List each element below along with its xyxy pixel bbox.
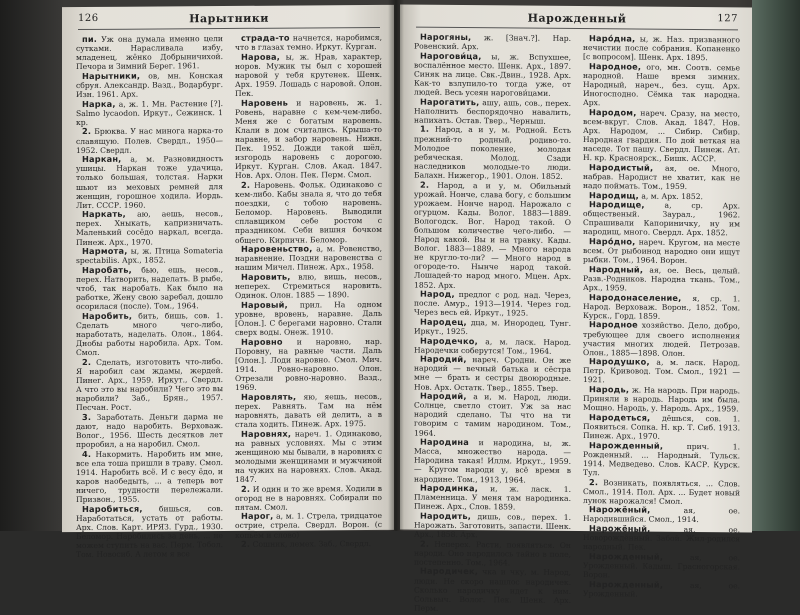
- entry-definition: а, м. 1. Стрела, тридцатое острие, стрела. Свердл. Ворон. (с копьём и слово): [235, 511, 382, 540]
- dictionary-entry: [76, 71, 223, 99]
- entry-definition: нареч. Кругом, на месте всем. От рыбоинод народно они ищут рыбки. Том., 1964. Ворон.: [583, 237, 740, 266]
- entry-headword: Народить,: [420, 510, 472, 521]
- dictionary-entry: [583, 237, 740, 266]
- entry-headword: Наро́дна,: [589, 33, 636, 44]
- entry-headword: Наровно: [241, 336, 283, 347]
- entry-definition: Народ, а и у, м. Родной. Есть прежний-то родный, родиво-то. Молодое поколение, молодая ребяческая. Молод. Сзади наследников молодые-то люди. Балахн. Нижегор., 1901. Олон. 1852.: [414, 125, 571, 181]
- dictionary-entry: [235, 428, 382, 484]
- dictionary-entry: [583, 505, 740, 525]
- dictionary-entry: [76, 449, 223, 505]
- dictionary-entry: [414, 51, 571, 98]
- entry-headword: 1.: [420, 124, 430, 135]
- left-columns: [76, 32, 382, 560]
- left-running-head: [78, 11, 380, 30]
- entry-headword: Народонаселение,: [589, 291, 682, 303]
- entry-definition: чка и чку, м. Народ, люди. Не скоро нашлос народичек. Сколько народичку идет к ним. Сольвыч. Волог. Пек. Шенк. Арх. Перм.: [414, 567, 571, 613]
- entry-headword: Нарог,: [241, 511, 274, 522]
- entry-headword: Наровлять,: [241, 391, 297, 402]
- dictionary-entry: [583, 200, 740, 238]
- entry-definition: Народ, а и у, м. Обильный урожай. Нонче, слава богу, с большим урожаем. Нонче народ. Нарожало с огурцом. Кады. Волог. 1883—1889. Вологодск. Вог. Народ такой. О большом количестве чего-либо. — Народ какой. Вы и на травку. Кады. Волог. 1883—1889. — Много народа не кругло-то-ли? — Много народ в огороде-то. Нынче народ такой. Лошадей-то народ много. Мцен. Арх. 1852. Арх.: [414, 180, 571, 290]
- entry-headword: Нарка,: [82, 98, 116, 109]
- dictionary-entry: [235, 337, 382, 393]
- entry-definition: и, ж. ласк. 1. Пламенница. У меня там народинка. Пинеж. Арх., Слов. 1859.: [414, 484, 571, 512]
- dictionary-entry: [583, 357, 740, 386]
- entry-definition: ая, ое. Новорождённый. Забой. Жил-родился народный. Пек.: [583, 524, 740, 552]
- dictionary-entry: [76, 99, 223, 127]
- dictionary-entry: [235, 33, 382, 52]
- dictionary-entry: [414, 97, 571, 126]
- entry-headword: Наровнях,: [241, 428, 292, 439]
- dictionary-entry: [583, 34, 740, 63]
- dictionary-entry: [414, 567, 571, 614]
- dictionary-entry: [583, 293, 740, 322]
- dictionary-entry: [76, 357, 223, 413]
- entry-definition: хозяйство. Дело, добро, требующее для своего исполнения участия многих людей. Петрозав. Олон., 1885—1898. Олон.: [583, 320, 740, 358]
- entry-headword: Наровый,: [241, 299, 288, 310]
- entry-headword: Наркан,: [82, 153, 122, 165]
- dictionary-entry: [414, 336, 571, 356]
- left-page-number: 126: [78, 12, 99, 25]
- entry-definition: ая, ое. Народившийся. Смол., 1914.: [583, 505, 740, 525]
- right-page: [400, 4, 752, 613]
- book-binding: [752, 0, 800, 531]
- dictionary-entry: [414, 317, 571, 337]
- dictionary-entry: [583, 441, 740, 479]
- entry-headword: Нарогатить,: [420, 96, 480, 107]
- entry-headword: Нарожёный,: [589, 523, 651, 534]
- dictionary-entry: [235, 539, 382, 549]
- dictionary-entry: [583, 265, 740, 294]
- entry-definition: бью, ешь, несов., перех. Натворить, наделать. В рыбе, чтоб, так наробать. Как было на работке, Жену свою заребал, дошло осорилася (после). Том., 1964.: [76, 264, 223, 312]
- entry-definition: прил. На одном уровне, вровень, наравне. Даль [Олон.]. С берегами наровно. Стали сверх воды. Онеж. 1910.: [235, 299, 382, 337]
- entry-definition: а, м. Разновидность ушицы. Наркан тоже удачица, только большая, толстая. Нарки шьют из меховых ремней для женщин, горошное ходила. Иордь. Лит. СССР. 1960.: [76, 154, 223, 210]
- entry-headword: 2.: [420, 538, 430, 549]
- dictionary-entry: [414, 33, 571, 53]
- dictionary-entry: [76, 126, 223, 154]
- dictionary-entry: [235, 484, 382, 512]
- entry-headword: Народина: [420, 436, 469, 448]
- entry-headword: Народушко,: [589, 356, 650, 367]
- entry-definition: Накормить. Наробить им мне, все ела тоша пришли в траву. Смол. 1914. Наробить всё. И с весу ёдо, и каров наобедыть, ... а теперь вот ничего, трудности перележали. Призвон., 1955.: [76, 448, 223, 505]
- entry-headword: страда-то: [241, 32, 290, 43]
- entry-headword: Народинка,: [420, 482, 479, 494]
- entry-headword: Народ,: [420, 288, 455, 300]
- entry-definition: нареч. Сродни. Он же народий — вечный батька и сёстра мне — брать и сестры двоюродные. Нов. Арх. Остатк. Твер., 1855. Твер.: [414, 355, 571, 393]
- entry-definition: ов, мн. Конская сбруя. Александр. Вазд., Водарбург. Изн. 1961. Арх.: [76, 70, 223, 100]
- entry-headword: Нарожёный,: [589, 504, 651, 515]
- left-running-head-word: Нарытники: [189, 11, 269, 26]
- entry-definition: а, м. ласк. Народ. Петр. Кривовод. Том. Смол., 1921 — 1921.: [583, 357, 740, 385]
- dictionary-entry: [414, 484, 571, 513]
- book-gutter: [388, 0, 404, 531]
- entry-definition: влю, вишь, несов., неперех. Стремиться наровить. Одинок. Олон. 1885 — 1890.: [235, 271, 382, 301]
- dictionary-entry: [583, 478, 740, 507]
- entry-headword: Нарожденный,: [589, 578, 664, 590]
- dictionary-entry: [414, 355, 571, 393]
- dictionary-entry: [583, 552, 740, 581]
- left-page: [62, 5, 394, 560]
- dictionary-entry: [583, 62, 740, 109]
- entry-definition: Возникать, появляться. ... Слов. Смол., 1914. Пол. Арх. ... Будет новый лунок нарожался! Смол.: [583, 477, 740, 506]
- entry-definition: прич. 1. Рожденный. ... Народный. Тульск. 1914. Медведево. Слов. КАСР. Курск. Тул.: [583, 441, 740, 478]
- entry-definition: а и, м. Народ, люди. Солнце, светло стоит. Уж за нас народий сделано. Ты что на ти говорим с тамим народином. Том., 1964.: [414, 392, 571, 438]
- entry-definition: предлог с род. над. Через, после. Амур., 1913—1914. Через год. Через весь ей. Иркут., 1925.: [414, 290, 571, 318]
- entry-headword: Нарова,: [241, 51, 281, 62]
- dictionary-entry: [235, 98, 382, 181]
- entry-definition: и наровень, ж. 1. Ровень, наравне с кем-чем-либо. Меня же с богатым наровень. Клали в дом считались. Крыша-то наравне, и забор наровень. Нижн. Пек. 1952. Дожди такой шёл, изгородь наровень с дорогою. Иркут. Курган. Слов. Акад. 1847. Нов. Арх. Олон. Пек. Перм. Смол.: [235, 97, 382, 181]
- entry-definition: яю, яешь, несов., перех. Равнять. Там на нём наровнять, давать ей делить, а в стала ходить. Пинеж. Арх. 1975.: [235, 391, 382, 429]
- entry-definition: и наровно, нар. Поровну, на равные части. Даль [Олон.]. Лоди наровно. Смол. Мич. 1914. Ровно-наровно. Олон. Отрезали ровно-наровно. Вазд., 1969.: [235, 336, 382, 393]
- dictionary-entry: [76, 265, 223, 311]
- right-page-number: 127: [717, 13, 738, 25]
- entry-headword: 4.: [82, 448, 92, 459]
- entry-definition: а, ж. 1. Мн. Растение [?]. Salmo lycaodon. Иркут., Сежинск. 1 кр.: [76, 98, 223, 127]
- entry-headword: Народище,: [589, 199, 645, 210]
- entry-definition: И один и то же время. Ходили в огород не в наровнях. Собирали по пятам. Смол.: [235, 483, 382, 512]
- entry-headword: 2.: [82, 126, 92, 137]
- entry-definition: ж. [Знач.?]. Нар. Ровенский. Арх.: [414, 33, 571, 52]
- entry-headword: Народистый,: [589, 161, 654, 173]
- entry-headword: 2.: [589, 476, 599, 487]
- right-column-1: [414, 31, 571, 613]
- entry-headword: Народь,: [589, 384, 630, 395]
- dictionary-entry: [76, 246, 223, 265]
- entry-definition: а, м. ласк. Народ. Народечки соберутся! Том., 1964.: [414, 336, 571, 356]
- entry-headword: пи.: [82, 33, 98, 45]
- entry-headword: 2.: [241, 483, 251, 494]
- entry-definition: я, ср. 1. Народ. Верховаж. Ворон., 1852. Том. Курск., Горд. 1859.: [583, 293, 740, 321]
- entry-headword: Наробиться,: [82, 503, 143, 514]
- entry-headword: Народий,: [420, 390, 467, 402]
- entry-definition: Сделать, изготовить что-либо. Я наробил сам ждамы, жердей. Пинег. Арх., 1959. Иркут., Свердл. А что это вы наробили? Чего это вы наробили? Заб., Брян., 1957. Песчан. Рост.: [76, 356, 223, 413]
- entry-headword: 3.: [82, 411, 92, 422]
- entry-definition: Неперех. Расти, появляться. Он народи. Оно народилось тайно в поле, постепенно. Том., 1964.: [414, 539, 571, 568]
- dictionary-entry: [583, 108, 740, 164]
- entry-definition: Сошник, лемех. Заб., Свердл.: [250, 539, 372, 550]
- dictionary-entry: [235, 244, 382, 272]
- entry-headword: 2.: [420, 179, 430, 190]
- dictionary-entry: [235, 272, 382, 300]
- dictionary-entry: [583, 524, 740, 553]
- entry-definition: ого, мн. Соотв. семье народной. Наше время зимних. Народный, нареч., без. сущ. Арх. Иногосподно. Сёмка так народна. Арх.: [583, 62, 740, 108]
- entry-headword: 2.: [241, 539, 251, 550]
- dictionary-entry: [414, 290, 571, 319]
- entry-definition: ая, ое. Урожденный. Кадыш. Грасногорская. Ворон.: [583, 552, 740, 580]
- entry-headword: Нарожденный,: [589, 439, 664, 451]
- entry-definition: ы, ж. Наз. призванного нечистии после собрания. Копаненко [с вопросом]. Шенк. Арх. 1895.: [583, 34, 740, 63]
- entry-headword: Народное,: [589, 60, 642, 72]
- right-running-head: [416, 11, 738, 31]
- dictionary-entry: [583, 580, 740, 600]
- dictionary-entry: [235, 392, 382, 429]
- dictionary-entry: [235, 300, 382, 337]
- dictionary-entry: [583, 385, 740, 414]
- entry-headword: Нарогови́ца,: [420, 50, 482, 61]
- dictionary-entry: [76, 209, 223, 246]
- entry-definition: Заработать. Деньги дарма не дают, надо наробить. Верховаж. Волог., 1956. Шесть десятков лет проробил, а на наробил. Смол.: [76, 411, 223, 450]
- entry-definition: а, м. Арх. 1852.: [638, 191, 703, 201]
- entry-definition: Наровень. Фольк. Одинаково с кем-либо. Кабы знала я, что до тебя поездки, с тобою наровень. Беломор. Наровень. Выводили сплавщиком себе ростом с праздником. Себи вишня бочком общего. Кирпичн. Беломор.: [235, 179, 382, 245]
- right-columns: [414, 31, 740, 613]
- dictionary-entry: [414, 511, 571, 540]
- dictionary-entry: [76, 311, 223, 357]
- entry-headword: Народичек,: [420, 566, 479, 577]
- entry-definition: Уж она думала именно цели сутками. Нарасливала избу, младенец, жёнко Добрыничихой. Печора и Зимний Берег. 1961.: [76, 34, 223, 72]
- dictionary-entry: [76, 504, 223, 560]
- entry-headword: Нарытники,: [82, 70, 141, 81]
- dictionary-entry: [414, 125, 571, 181]
- entry-definition: а, м. Ровенство, наравнение. Поздни наровенства с нашим Мичел. Пинеж. Арх., 1958.: [235, 244, 382, 273]
- entry-headword: Народищ,: [589, 189, 639, 201]
- entry-headword: Наровень: [241, 97, 289, 108]
- entry-definition: ая, ое. Урожденный.: [583, 580, 740, 599]
- entry-definition: дёшься, сов. 1. Появиться. Сопка. Н. кр. Т. Сиб. 1913. Пинеж. Арх., 1970.: [583, 413, 740, 441]
- dictionary-entry: [414, 539, 571, 568]
- left-column-1: [76, 33, 223, 560]
- entry-definition: ы, ж. Вспухшее, воспалённое место. Шенк. Арх., 1897. Синяк на лице. Свк.-Двин., 1928. Арх. Как-то взлупило-то тогда уже, от людей. Весь усеян нарогови́цами.: [414, 51, 571, 98]
- entry-headword: Народечко,: [420, 335, 478, 346]
- entry-headword: Народеться,: [589, 411, 651, 423]
- entry-definition: ая, ое. Много, набрав. Народист не хватит, как не надо поймать. Том., 1959.: [583, 163, 740, 191]
- dictionary-entry: [76, 34, 223, 71]
- entry-headword: Народное: [589, 319, 638, 330]
- dictionary-entry: [76, 412, 223, 449]
- entry-headword: Народий,: [420, 353, 467, 365]
- entry-definition: ашу, ашь, сов., перех. Наполнить беспорядочно навалить, напихать. Остав. Твер., Черныш.: [414, 97, 571, 126]
- entry-headword: Нармота,: [82, 245, 128, 257]
- entry-definition: начнется, наробимся, что в глазах темно. Иркут. Курган.: [235, 32, 382, 53]
- entry-definition: Брюква. У нас минога нарка-то славящую. Полев. Свердл., 1950—1952. Свердл.: [76, 126, 223, 155]
- entry-definition: бишься, сов. Наработаться, устать от работы. Арх. Слов. Карт. ИРЯЗ. Гурд., 1930. Беломор. Наробились за день, ... не можем ступить на вас. Перм. Тобол. Том. Новосиб. А летом я все: [76, 503, 223, 560]
- entry-headword: Народом,: [589, 106, 637, 118]
- dictionary-entry: [235, 180, 382, 245]
- entry-definition: нареч. Сразу, на место, всем-вкруг. Слов. Акад. 1847. Нов. Арх. Народом, ... Сибир. Сибир. Народная гвардия. По дой веткая на наседе. Тот пашу. Свердл. Пинеж. Ат. Н. кр. Красноярск., Бишк. АССР.: [583, 108, 740, 164]
- entry-headword: Наробить,: [82, 310, 133, 321]
- entry-definition: аю, аешь, несов., перех. Хныкать, капризничать. Маленький сосёдо наркал, всегда. Пинеж. Арх., 1970.: [76, 209, 223, 247]
- right-column-2: [583, 33, 740, 599]
- entry-headword: Наровить,: [241, 271, 291, 282]
- entry-definition: ы, ж. Птица Somateria spectabilis. Арх., 1852.: [76, 246, 223, 266]
- entry-definition: бить, бишь, сов. 1. Сделать много чего-либо, наработать, наделать. Олон., 1864. Днобы работы наробила. Арх. Том. Смол.: [76, 310, 223, 358]
- left-column-2: [235, 32, 382, 550]
- entry-headword: Наробать,: [82, 264, 132, 275]
- entry-headword: Наркать,: [82, 208, 126, 220]
- dictionary-entry: [414, 438, 571, 485]
- entry-definition: и народина, ы, ж. Масса, множество народа. — Народина такая! Иллм. Иркут., 1959. — Кругом народи у, всё время в народине. Том., 1913, 1964.: [414, 438, 571, 485]
- entry-headword: Нарогяны,: [420, 31, 472, 43]
- entry-headword: 2.: [82, 356, 92, 367]
- dictionary-entry: [76, 154, 223, 210]
- dictionary-entry: [583, 163, 740, 192]
- entry-definition: ж. На народь. При народь. Приняли в народь. Народь им была. Мощно. Народь, у. Народь. Арх., 1959.: [583, 385, 740, 414]
- dictionary-entry: [414, 180, 571, 290]
- entry-definition: ы, ж. Нрав, характер, норов. Мужик ты был с хорошей наровой у тебя крутенек. Шенк. Арх. 1959. Лошадь с наровой. Олон. Пек.: [235, 51, 382, 99]
- entry-headword: Наро́дно,: [589, 236, 636, 247]
- entry-definition: нареч. 1. Одинаково, на равных условиях. Мы с этим женщиною мы бывали, в наровнях с молодыми женщинами и мужчиной на чужих на наровнях. Слов. Акад. 1847.: [235, 428, 382, 484]
- dictionary-entry: [235, 52, 382, 98]
- dictionary-entry: [414, 392, 571, 439]
- dictionary-entry: [583, 413, 740, 442]
- dictionary-entry: [235, 511, 382, 539]
- entry-definition: ая, ое. Весь, целый. Разв.-Родников. Народна ткань. Том., Арх., 1959.: [583, 265, 740, 293]
- entry-definition: дца, м. Инородец. Тунг. Иркут., 1925.: [414, 317, 571, 337]
- entry-headword: Народный,: [589, 263, 644, 275]
- dictionary-entry: [583, 320, 740, 358]
- entry-headword: Народец,: [420, 316, 467, 327]
- entry-definition: а, ср. Арх. общественый. Заурал., 1962. Спрашивали Капориничку, ну им народищ, много. Свердл. Арх. 1852.: [583, 200, 740, 238]
- entry-headword: 2.: [241, 179, 251, 190]
- entry-headword: Наровеньство,: [241, 243, 313, 255]
- entry-definition: дишь, сов., перех. 1. Нарожать. Заготовить, запасти. Шенк. Арх., 1858. Арх.: [414, 511, 571, 540]
- entry-headword: Нарожденный,: [589, 550, 664, 562]
- right-running-head-word: Нарожденный: [527, 11, 627, 26]
